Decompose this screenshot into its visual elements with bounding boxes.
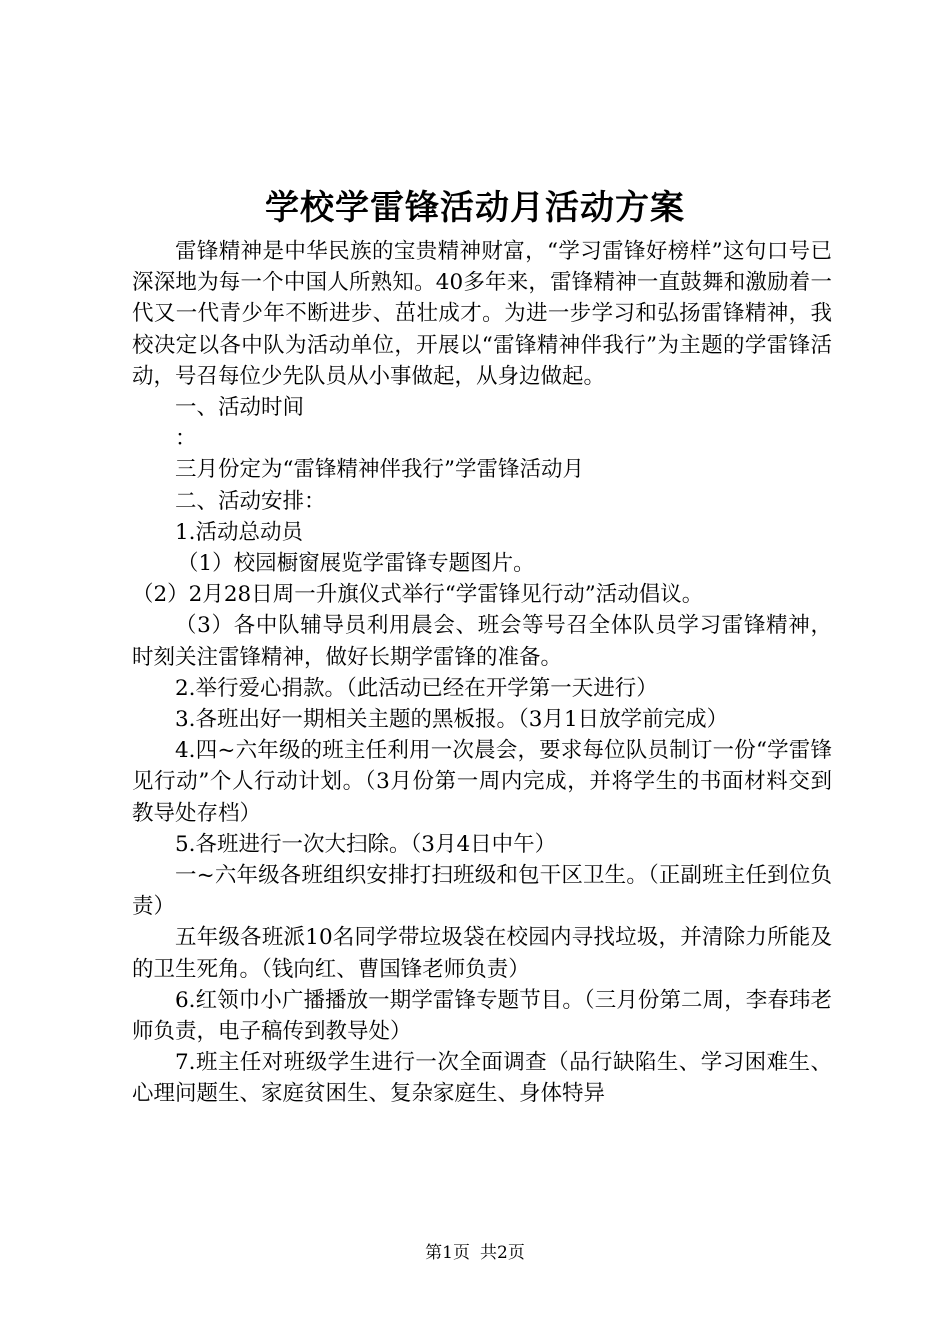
paragraph-time-detail: 三月份定为“雷锋精神伴我行”学雷锋活动月 — [175, 457, 584, 483]
list-item-5-detail-a: 一~六年级各班组织安排打扫班级和包干区卫生。（正副班主任到位负责） — [132, 863, 832, 920]
list-item-3: 3.各班出好一期相关主题的黑板报。（3月1日放学前完成） — [175, 707, 729, 733]
list-item-1: 1.活动总动员 — [175, 519, 304, 545]
section-heading-arrangement: 二、活动安排： — [175, 488, 326, 514]
paragraph-colon: ： — [175, 426, 197, 452]
list-item-7: 7.班主任对班级学生进行一次全面调查（品行缺陷生、学习困难生、心理问题生、家庭贫困生、复杂家庭生、身体特异 — [132, 1050, 832, 1107]
section-heading-time: 一、活动时间 — [175, 395, 305, 421]
list-subitem-1-2: （2）2月28日周一升旗仪式举行“学雷锋见行动”活动倡议。 — [132, 582, 704, 608]
page-number-total: 共2页 — [480, 1243, 525, 1263]
list-item-5: 5.各班进行一次大扫除。（3月4日中午） — [175, 831, 557, 857]
list-item-4: 4.四~六年级的班主任利用一次晨会，要求每位队员制订一份“学雷锋见行动”个人行动计划。（3月份第一周内完成，并将学生的书面材料交到教导处存档） — [132, 738, 832, 826]
document-title: 学校学雷锋活动月活动方案 — [265, 188, 685, 228]
list-subitem-1-1: （1）校园橱窗展览学雷锋专题图片。 — [177, 551, 535, 577]
page-footer — [0, 1242, 950, 1264]
page-number-current: 第1页 — [425, 1243, 470, 1263]
list-item-5-detail-b: 五年级各班派10名同学带垃圾袋在校园内寻找垃圾，并清除力所能及的卫生死角。（钱向红、曹国锋老师负责） — [132, 925, 832, 982]
paragraph-intro: 雷锋精神是中华民族的宝贵精神财富，“学习雷锋好榜样”这句口号已深深地为每一个中国人所熟知。40多年来，雷锋精神一直鼓舞和激励着一代又一代青少年不断进步、茁壮成才。为进一步学习和弘扬雷锋精神，我校决定以各中队为活动单位，开展以“雷锋精神伴我行”为主题的学雷锋活动，号召每位少先队员从小事做起，从身边做起。 — [132, 239, 832, 389]
list-item-6: 6.红领巾小广播播放一期学雷锋专题节目。（三月份第二周，李春玮老师负责，电子稿传到教导处） — [132, 987, 832, 1045]
list-subitem-1-3: （3）各中队辅导员利用晨会、班会等号召全体队员学习雷锋精神，时刻关注雷锋精神，做好长期学雷锋的准备。 — [132, 613, 832, 670]
list-item-2: 2.举行爱心捐款。（此活动已经在开学第一天进行） — [175, 675, 658, 701]
document-body — [132, 236, 832, 1110]
